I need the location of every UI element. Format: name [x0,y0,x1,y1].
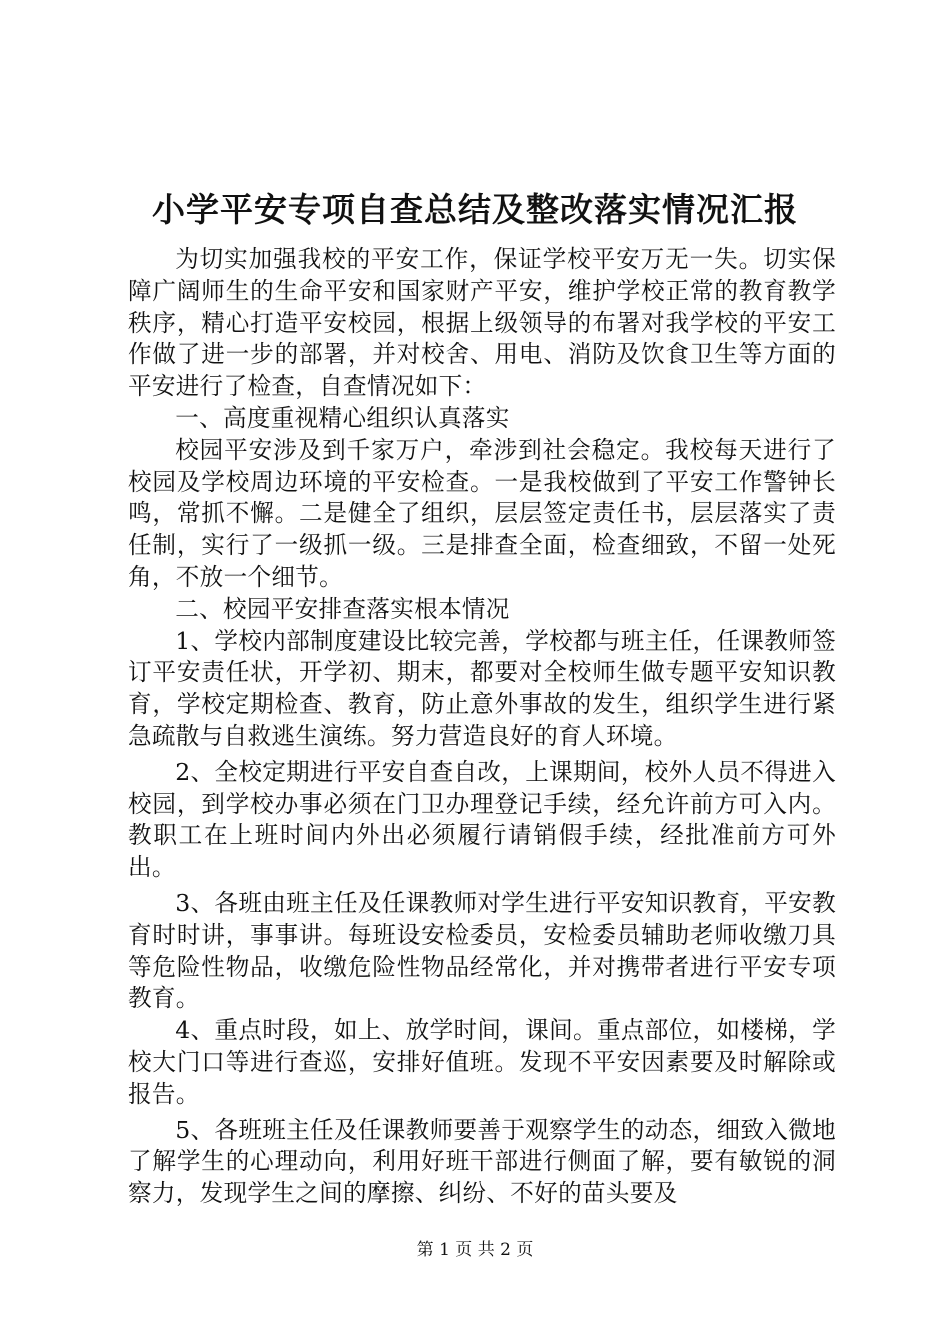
page-number-footer: 第 1 页 共 2 页 [416,1240,534,1260]
paragraph-section-1: 校园平安涉及到千家万户，牵涉到社会稳定。我校每天进行了校园及学校周边环境的平安检查。一是我校做到了平安工作警钟长鸣，常抓不懈。二是健全了组织，层层签定责任书，层层落实了责任制，实行了一级抓一级。三是排查全面，检查细致，不留一处死角，不放一个细节。 [128,435,836,591]
paragraph-item-5: 5、各班班主任及任课教师要善于观察学生的动态，细致入微地了解学生的心理动向，利用好班干部进行侧面了解，要有敏锐的洞察力，发现学生之间的摩擦、纠纷、不好的苗头要及 [128,1115,836,1208]
paragraph-intro: 为切实加强我校的平安工作，保证学校平安万无一失。切实保障广阔师生的生命平安和国家财产平安，维护学校正常的教育教学秩序，精心打造平安校园，根据上级领导的布署对我学校的平安工作做了进一步的部署，并对校舍、用电、消防及饮食卫生等方面的平安进行了检查，自查情况如下： [128,245,836,401]
section-heading-2: 二、校园平安排查落实根本情况 [175,594,510,623]
document-body [128,244,836,1210]
paragraph-item-2: 2、全校定期进行平安自查自改，上课期间，校外人员不得进入校园，到学校办事必须在门卫办理登记手续，经允许前方可入内。教职工在上班时间内外出必须履行请销假手续，经批准前方可外出。 [128,757,836,882]
paragraph-item-4: 4、重点时段，如上、放学时间，课间。重点部位，如楼梯，学校大门口等进行查巡，安排好值班。发现不平安因素要及时解除或报告。 [128,1016,836,1108]
document-title: 小学平安专项自查总结及整改落实情况汇报 [152,190,798,229]
paragraph-item-3: 3、各班由班主任及任课教师对学生进行平安知识教育，平安教育时时讲，事事讲。每班设安检委员，安检委员辅助老师收缴刀具等危险性物品，收缴危险性物品经常化，并对携带者进行平安专项教育。 [128,888,836,1013]
section-heading-1: 一、高度重视精心组织认真落实 [175,403,510,432]
paragraph-item-1: 1、学校内部制度建设比较完善，学校都与班主任，任课教师签订平安责任状，开学初、期末，都要对全校师生做专题平安知识教育，学校定期检查、教育，防止意外事故的发生，组织学生进行紧急疏散与自救逃生演练。努力营造良好的育人环境。 [128,626,836,750]
